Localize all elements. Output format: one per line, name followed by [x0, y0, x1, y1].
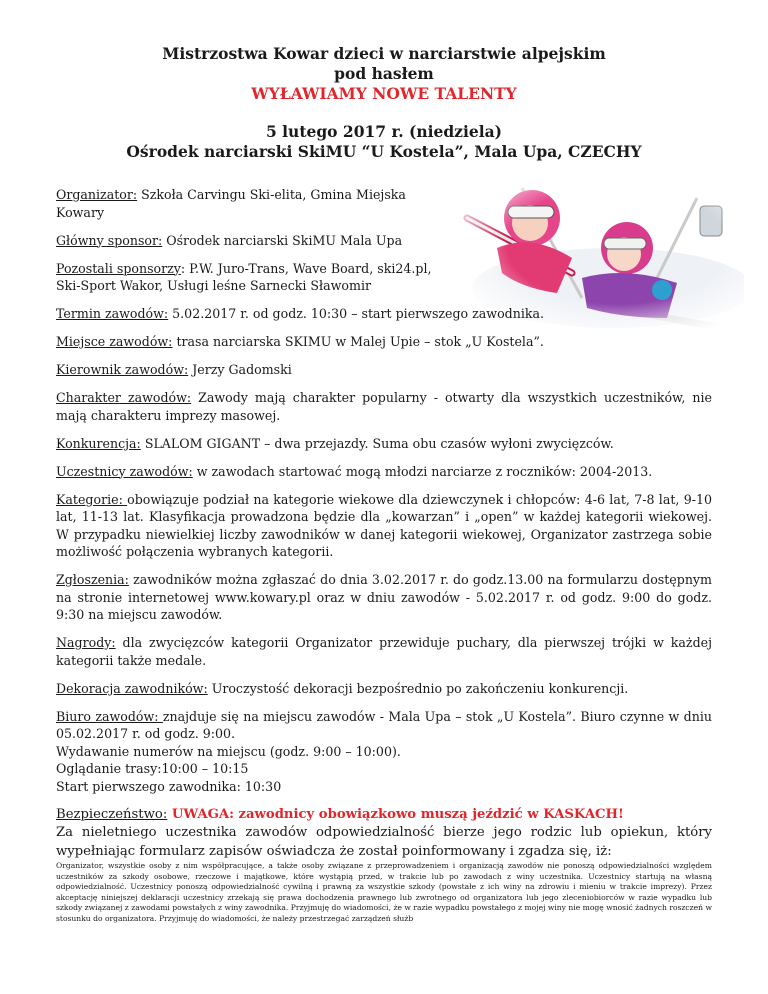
ceremony-label: Dekoracja zawodników: — [56, 680, 208, 696]
registration-section — [56, 571, 712, 624]
organizer-label: Organizator: — [56, 187, 138, 202]
participants-section — [56, 463, 712, 481]
ceremony-text: Uroczystość dekoracji bezpośrednio po zakończeniu konkurencji. — [207, 680, 629, 696]
venue-text: trasa narciarska SKIMU w Malej Upie – stok „U Kostela”. — [172, 334, 544, 349]
prizes-text: dla zwycięzców kategorii Organizator przewiduje puchary, dla pierwszej trójki w każdej kategorii także medale. — [56, 635, 712, 668]
organizer-text: Szkoła Carvingu Ski-elita, Gmina Miejska Kowary — [56, 187, 406, 220]
prizes-label: Nagrody: — [56, 635, 116, 650]
categories-section — [56, 491, 712, 561]
event-location: Ośrodek narciarski SkiMU “U Kostela”, Mala Upa, CZECHY — [126, 142, 642, 161]
categories-label: Kategorie: — [56, 491, 128, 507]
office-text: znajduje się na miejscu zawodów - Mala Upa – stok „U Kostela”. Biuro czynne w dniu 05.02.2017 r. od godz. 9:00. — [56, 708, 712, 741]
character-text: Zawody mają charakter popularny - otwarty dla wszystkich uczestników, nie mają charakteru imprezy masowej. — [56, 390, 713, 423]
other-sponsors-label: Pozostali sponsorzy — [56, 260, 181, 276]
office-label: Biuro zawodów: — [56, 708, 163, 724]
competition-text: SLALOM GIGANT – dwa przejazdy. Suma obu czasów wyłoni zwycięzców. — [140, 435, 614, 451]
other-sponsors-text: : P.W. Juro-Trans, Wave Board, ski24.pl, Ski-Sport Wakor, Usługi leśne Sarnecki Sławomir — [56, 260, 432, 293]
date-section — [56, 305, 712, 323]
event-title: Mistrzostwa Kowar dzieci w narciarstwie alpejskim — [162, 44, 606, 63]
safety-label: Bezpieczeństwo: — [56, 806, 168, 822]
director-section — [56, 361, 712, 379]
event-slogan: WYŁAWIAMY NOWE TALENTY — [251, 84, 517, 103]
main-sponsor-label: Główny sponsor: — [56, 232, 163, 248]
date-text: 5.02.2017 r. od godz. 10:30 – start pierwszego zawodnika. — [168, 306, 544, 321]
safety-section — [56, 806, 712, 825]
categories-text: obowiązuje podział na kategorie wiekowe dla dziewczynek i chłopców: 4-6 lat, 7-8 lat, 9-10 lat, 11-13 lat. Klasyfikacja prowadzona będzie dla „kowarzan” i „open” w każdej kategorii wiekowej. W przypadku niewielkiej liczby zawodników w danej kategorii wiekowej, Organizator zastrzega sobie możliwość połączenia wybranych kategorii. — [56, 491, 712, 559]
office-start: Start pierwszego zawodnika: 10:30 — [56, 778, 282, 794]
office-section — [56, 708, 712, 796]
helmet-warning: UWAGA: zawodnicy obowiązkowo muszą jeździć w KASKACH! — [167, 806, 624, 822]
main-sponsor-text: Ośrodek narciarski SkiMU Mala Upa — [162, 232, 403, 248]
date-label: Termin zawodów: — [56, 306, 169, 321]
competition-label: Konkurencja: — [56, 435, 141, 451]
office-inspection: Oglądanie trasy:10:00 – 10:15 — [56, 761, 249, 776]
competition-section — [56, 435, 712, 453]
document-body — [56, 186, 712, 924]
event-date: 5 lutego 2017 r. (niedziela) — [265, 122, 502, 141]
document-header — [0, 44, 768, 162]
director-text: Jerzy Gadomski — [188, 362, 292, 377]
office-numbers: Wydawanie numerów na miejscu (godz. 9:00 – 10:00). — [56, 743, 401, 759]
event-subtitle: pod hasłem — [334, 64, 434, 83]
venue-section — [56, 333, 712, 351]
liability-fine-print: Organizator, wszystkie osoby z nim współpracujące, a także osoby związane z przeprowadzeniem i organizacją zawodów nie ponoszą odpowiedzialności względem uczestników za szkody osobowe, rzeczowe i majątkowe, które wystąpią przed, w trakcie lub po zawodach z winy uczestnika. Uczestnicy startują na własną odpowiedzialność. Uczestnicy ponoszą odpowiedzialność cywilną i prawną za wszystkie szkody (powstałe z ich winy na zdrowiu i mieniu w trakcie imprezy). Przez akceptację niniejszej deklaracji uczestnicy zrzekają się prawa dochodzenia prawnego lub zwrotnego od organizatora lub jego zleceniobiorców w razie wypadku lub szkody związanej z zawodami powstałych z winy zawodnika. Przyjmuję do wiadomości, że w razie wypadku powstałego z mojej winy nie mogę wnosić żadnych roszczeń w stosunku do organizatora. Przyjmuję do wiadomości, że należy przestrzegać zarządzeń służb — [56, 861, 712, 923]
safety-text: Za nieletniego uczestnika zawodów odpowiedzialność bierze jego rodzic lub opiekun, który wypełniając formularz zapisów oświadcza że został poinformowany i zgadza się, iż: — [56, 825, 712, 859]
main-sponsor-section — [56, 232, 451, 250]
character-section — [56, 389, 712, 424]
character-label: Charakter zawodów: — [56, 390, 192, 405]
ceremony-section — [56, 680, 712, 698]
participants-text: w zawodach startować mogą młodzi narciarze z roczników: 2004-2013. — [192, 463, 653, 479]
participants-label: Uczestnicy zawodów: — [56, 463, 193, 479]
director-label: Kierownik zawodów: — [56, 362, 189, 377]
registration-label: Zgłoszenia: — [56, 572, 129, 587]
prizes-section — [56, 634, 712, 669]
organizer-section — [56, 186, 451, 221]
other-sponsors-section — [56, 260, 451, 295]
registration-text: zawodników można zgłaszać do dnia 3.02.2017 r. do godz.13.00 na formularzu dostępnym na stronie internetowej www.kowary.pl oraz w dniu zawodów - 5.02.2017 r. od godz. 9:00 do godz. 9:30 na miejscu zawodów. — [56, 572, 712, 622]
venue-label: Miejsce zawodów: — [56, 334, 173, 349]
